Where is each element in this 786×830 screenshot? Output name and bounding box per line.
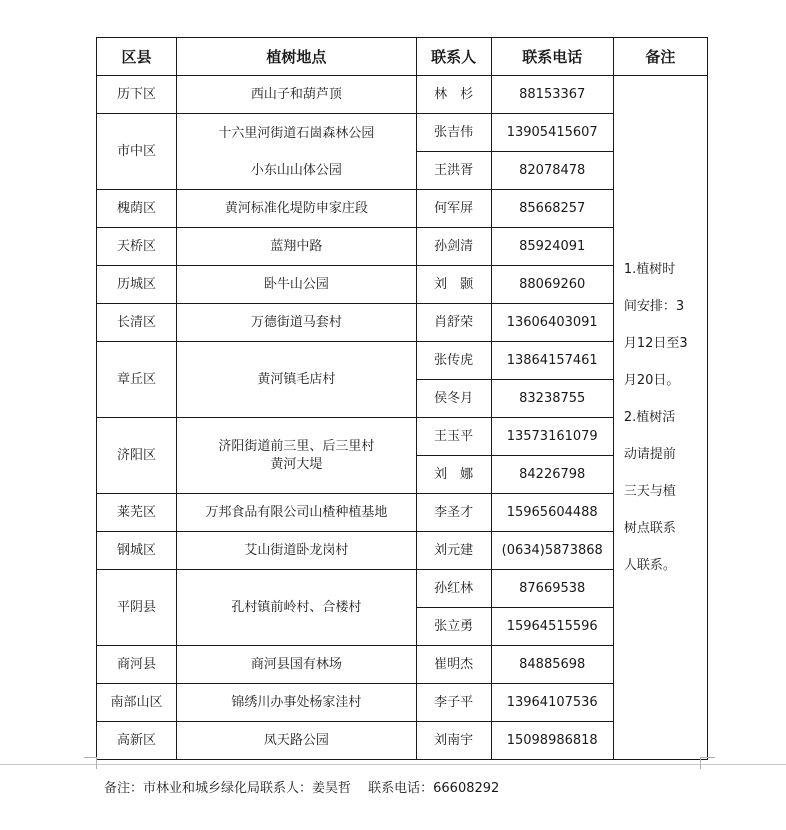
phone-cell: 85924091: [491, 228, 613, 266]
contact-cell: 张吉伟: [416, 114, 491, 152]
district-cell: 莱芜区: [97, 494, 177, 532]
location-cell: 艾山街道卧龙岗村: [177, 532, 416, 570]
location-cell: 蓝翔中路: [177, 228, 416, 266]
location-line: 黄河大堤: [270, 456, 323, 472]
remarks-line: 1.植树时: [623, 262, 676, 277]
header-location: 植树地点: [177, 38, 416, 76]
location-line: 小东山山体公园: [250, 162, 342, 178]
phone-cell: 13964107536: [491, 684, 613, 722]
phone-cell: 85668257: [491, 190, 613, 228]
phone-cell: 15098986818: [491, 722, 613, 760]
planting-sites-table: [96, 37, 708, 760]
contact-cell: 孙红林: [416, 570, 491, 608]
location-line: 济阳街道前三里、后三里村: [218, 438, 375, 454]
contact-cell: 刘 娜: [416, 456, 491, 494]
phone-cell: 87669538: [491, 570, 613, 608]
contact-cell: 孙剑清: [416, 228, 491, 266]
header-district: 区县: [97, 38, 177, 76]
contact-cell: 刘 颢: [416, 266, 491, 304]
phone-cell: 15964515596: [491, 608, 613, 646]
district-cell: 长清区: [97, 304, 177, 342]
remarks-line: 树点联系: [623, 521, 676, 536]
footer-note: 备注：市林业和城乡绿化局联系人：姜昊哲 联系电话：66608292: [104, 781, 500, 796]
district-cell: 历城区: [97, 266, 177, 304]
district-cell: 济阳区: [97, 418, 177, 494]
district-cell: 钢城区: [97, 532, 177, 570]
contact-cell: 何军屏: [416, 190, 491, 228]
district-cell: 天桥区: [97, 228, 177, 266]
location-cell: [177, 418, 416, 494]
remarks-cell: [613, 76, 707, 760]
district-cell: 市中区: [97, 114, 177, 190]
phone-cell: (0634)5873868: [491, 532, 613, 570]
phone-cell: 82078478: [491, 152, 613, 190]
district-cell: 历下区: [97, 76, 177, 114]
contact-cell: 张传虎: [416, 342, 491, 380]
table-header-row: [97, 38, 708, 76]
phone-cell: 13905415607: [491, 114, 613, 152]
location-cell: 商河县国有林场: [177, 646, 416, 684]
district-cell: 南部山区: [97, 684, 177, 722]
remarks-line: 间安排：3: [623, 299, 685, 314]
remarks-line: 月20日。: [623, 373, 680, 388]
header-note: 备注: [613, 38, 707, 76]
phone-cell: 13864157461: [491, 342, 613, 380]
contact-cell: 王洪胥: [416, 152, 491, 190]
phone-cell: 88153367: [491, 76, 613, 114]
location-cell: [177, 114, 416, 190]
remarks-line: 动请提前: [623, 447, 676, 462]
location-cell: 西山子和葫芦顶: [177, 76, 416, 114]
contact-cell: 李圣才: [416, 494, 491, 532]
district-cell: 平阴县: [97, 570, 177, 646]
margin-corner-mark: [700, 757, 715, 769]
district-cell: 商河县: [97, 646, 177, 684]
contact-cell: 刘南宇: [416, 722, 491, 760]
location-cell: 孔村镇前岭村、合楼村: [177, 570, 416, 646]
location-cell: 黄河标准化堤防申家庄段: [177, 190, 416, 228]
contact-cell: 王玉平: [416, 418, 491, 456]
margin-corner-mark: [84, 757, 97, 769]
page-boundary: [0, 764, 786, 765]
contact-cell: 侯冬月: [416, 380, 491, 418]
location-cell: 万邦食品有限公司山楂种植基地: [177, 494, 416, 532]
location-line: 十六里河街道石崮森林公园: [218, 125, 375, 141]
remarks-line: 人联系。: [623, 558, 676, 573]
contact-cell: 肖舒荣: [416, 304, 491, 342]
phone-cell: 15965604488: [491, 494, 613, 532]
header-phone: 联系电话: [491, 38, 613, 76]
phone-cell: 88069260: [491, 266, 613, 304]
remarks-line: 2.植树活: [623, 410, 676, 425]
remarks-line: 月12日至3: [623, 336, 688, 351]
contact-cell: 崔明杰: [416, 646, 491, 684]
phone-cell: 83238755: [491, 380, 613, 418]
contact-cell: 刘元建: [416, 532, 491, 570]
phone-cell: 84885698: [491, 646, 613, 684]
location-cell: 凤天路公园: [177, 722, 416, 760]
district-cell: 章丘区: [97, 342, 177, 418]
contact-cell: 林 杉: [416, 76, 491, 114]
contact-cell: 张立勇: [416, 608, 491, 646]
district-cell: 高新区: [97, 722, 177, 760]
table-row: [97, 76, 708, 114]
phone-cell: 84226798: [491, 456, 613, 494]
phone-cell: 13606403091: [491, 304, 613, 342]
location-cell: 卧牛山公园: [177, 266, 416, 304]
phone-cell: 13573161079: [491, 418, 613, 456]
contact-cell: 李子平: [416, 684, 491, 722]
header-contact: 联系人: [416, 38, 491, 76]
district-cell: 槐荫区: [97, 190, 177, 228]
location-cell: 万德街道马套村: [177, 304, 416, 342]
location-cell: 黄河镇毛店村: [177, 342, 416, 418]
remarks-line: 三天与植: [623, 484, 676, 499]
location-cell: 锦绣川办事处杨家洼村: [177, 684, 416, 722]
